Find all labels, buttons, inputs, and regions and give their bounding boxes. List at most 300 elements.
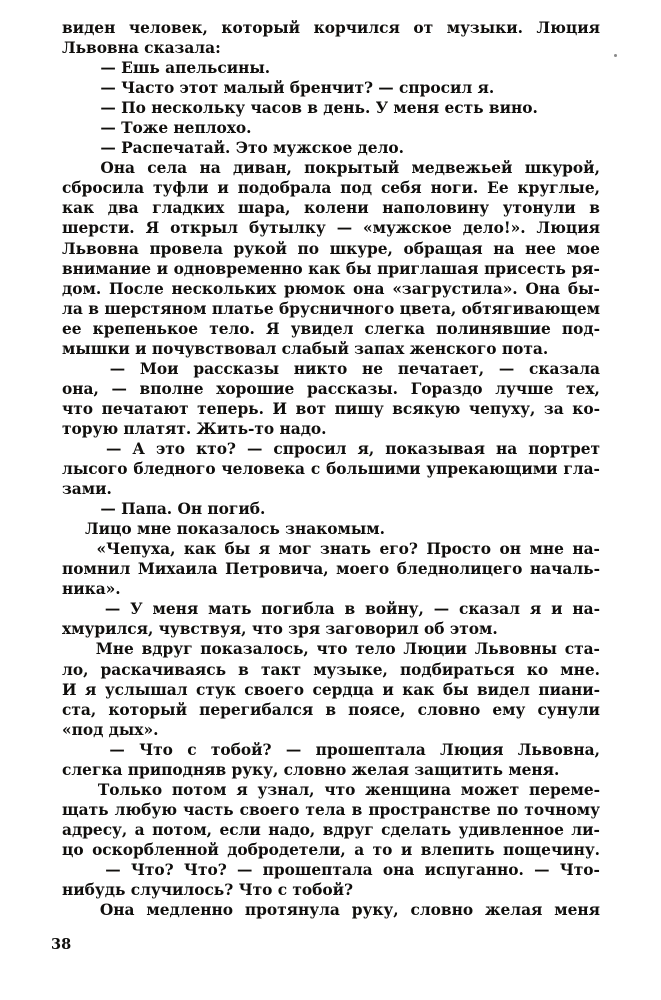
scan-speck <box>614 54 617 57</box>
text-line: Лицо мне показалось знакомым. <box>62 520 385 539</box>
word: Она <box>525 279 561 298</box>
word: рассказы <box>193 359 279 378</box>
word: После <box>109 279 164 298</box>
word: колени <box>304 199 369 218</box>
word: Львовна <box>62 239 139 258</box>
word: по <box>496 800 519 819</box>
word: протянула <box>244 901 340 920</box>
word: это <box>155 439 186 458</box>
word: ее <box>62 319 82 338</box>
word: желая <box>484 901 543 920</box>
word: добродетели, <box>227 840 346 859</box>
word: я <box>236 780 248 799</box>
text-line <box>62 599 600 619</box>
text-line: ника». <box>62 580 121 599</box>
text-line: нибудь случилось? Что с тобой? <box>62 881 354 900</box>
word: Гораздо <box>410 379 483 398</box>
word: вдруг <box>141 640 193 659</box>
word: любую <box>114 800 178 819</box>
word: рюмок <box>284 279 346 298</box>
word: подбираться <box>399 660 515 679</box>
word: знать <box>320 540 371 559</box>
word: Что <box>139 740 173 759</box>
word: чепуху, <box>468 399 536 418</box>
word: на <box>496 439 518 458</box>
word: ста, <box>62 700 97 719</box>
text-line: — Распечатай. Это мужское дело. <box>62 139 404 158</box>
word: дом. <box>62 279 102 298</box>
word: музыке, <box>313 660 388 679</box>
word: и <box>156 259 168 278</box>
word: открыл <box>170 219 238 238</box>
word: — <box>246 439 263 458</box>
word: печатает, <box>397 359 485 378</box>
word: — <box>111 379 127 398</box>
word: он <box>499 540 521 559</box>
text-line <box>62 218 600 238</box>
word: от <box>413 19 434 37</box>
word: Что? <box>130 860 174 879</box>
word: шерстяном <box>104 299 207 318</box>
word: — <box>236 860 253 879</box>
word: прошептала <box>315 740 426 759</box>
word: Львовна, <box>517 740 600 759</box>
word: в <box>238 660 249 679</box>
word: бледного <box>133 460 216 479</box>
word: корчился <box>313 19 400 37</box>
text-line: «под дых». <box>62 720 159 739</box>
word: женщина <box>365 780 451 799</box>
word: мое <box>566 239 600 258</box>
text-line <box>62 740 600 760</box>
word: крепенькое <box>92 319 199 338</box>
word: вот <box>295 399 327 418</box>
word: узнал, <box>257 780 315 799</box>
word: утонули <box>502 199 576 218</box>
word: под <box>340 179 373 198</box>
word: пощечину. <box>503 840 600 859</box>
word: погибла <box>261 600 335 619</box>
word: точному <box>524 800 600 819</box>
word: что <box>324 780 356 799</box>
word: цо <box>62 840 84 859</box>
word: мне <box>529 540 564 559</box>
word: войну, <box>365 600 424 619</box>
text-line <box>62 239 600 259</box>
word: Я <box>145 219 160 238</box>
word: полинявшие <box>436 319 551 338</box>
word: бутылку <box>248 219 326 238</box>
word: и <box>551 600 563 619</box>
word: медленно <box>146 901 234 920</box>
word: с <box>187 740 197 759</box>
word: показывая <box>385 439 485 458</box>
word: началь- <box>529 560 600 579</box>
word: тело <box>355 640 396 659</box>
line-indent <box>62 740 95 760</box>
line-indent <box>62 599 95 619</box>
word: рукой <box>233 239 287 258</box>
word: под- <box>561 319 600 338</box>
text-line: мышки и почувствовал слабый запах женского пота. <box>62 339 549 358</box>
word: помнил <box>62 560 131 579</box>
word: Она <box>99 901 135 920</box>
word: надо, <box>268 820 316 839</box>
word: как <box>62 199 95 218</box>
text-line <box>62 900 600 920</box>
word: портрет <box>528 439 600 458</box>
word: в <box>88 299 99 318</box>
word: что <box>316 640 348 659</box>
word: спросил <box>273 439 347 458</box>
word: — <box>105 860 121 879</box>
word: она <box>353 279 385 298</box>
word: пиани- <box>538 680 600 699</box>
text-line <box>62 198 600 218</box>
word: платье <box>211 299 274 318</box>
word: внимание <box>62 259 152 278</box>
word: подобрала <box>237 179 332 198</box>
word: бы <box>442 680 469 699</box>
word: ло, <box>62 660 89 679</box>
word: Она <box>100 159 135 178</box>
word: если <box>219 820 261 839</box>
word: гла- <box>563 460 600 479</box>
word: — <box>104 600 121 619</box>
word: — <box>106 439 122 458</box>
word: пишу <box>334 399 384 418</box>
text-line <box>62 319 600 339</box>
word: часть <box>183 800 234 819</box>
word: тех, <box>566 379 600 398</box>
word: я <box>85 680 97 699</box>
word: как <box>402 680 435 699</box>
word: человек, <box>128 19 208 37</box>
word: вполне <box>139 379 204 398</box>
word: стук <box>196 680 236 699</box>
word: Только <box>97 780 163 799</box>
word: гладких <box>152 199 225 218</box>
word: сбросила <box>62 179 145 198</box>
word: Ее <box>487 179 509 198</box>
word: дело!». <box>462 219 526 238</box>
word: который <box>221 19 301 37</box>
word: ему <box>492 700 526 719</box>
word: обтягивающем <box>461 299 600 318</box>
word: я, <box>357 439 375 458</box>
text-line: слегка приподняв руку, словно желая защитить меня. <box>62 760 560 779</box>
text-line <box>62 700 600 720</box>
text-line <box>62 800 600 820</box>
text-line <box>62 379 600 399</box>
word: И <box>272 399 288 418</box>
word: шара, <box>237 199 291 218</box>
word: меня <box>152 600 199 619</box>
word: в <box>351 800 363 819</box>
word: наполовину <box>382 199 490 218</box>
word: Люция <box>536 19 600 37</box>
text-line <box>62 820 600 840</box>
word: меня <box>554 901 600 920</box>
word: с <box>310 460 321 479</box>
word: рассказы. <box>307 379 398 398</box>
word: я <box>258 540 271 559</box>
page-number: 38 <box>51 936 72 953</box>
word: тобой? <box>210 740 272 759</box>
word: она <box>382 860 415 879</box>
word: «загрустила». <box>392 279 518 298</box>
word: на <box>199 159 221 178</box>
word: медвежьей <box>411 159 513 178</box>
word: вдруг <box>322 820 374 839</box>
word: как <box>183 540 217 559</box>
word: бы- <box>567 279 600 298</box>
word: У <box>130 600 143 619</box>
word: нее <box>525 239 556 258</box>
text-line: — Тоже неплохо. <box>62 119 252 138</box>
word: провела <box>149 239 223 258</box>
text-line: — Часто этот малый бренчит? — спросил я. <box>62 79 495 98</box>
word: ла <box>62 299 83 318</box>
word: своего <box>244 680 304 699</box>
word: своего <box>239 800 300 819</box>
word: сунули <box>537 700 600 719</box>
word: упрекающими <box>426 460 558 479</box>
word: и <box>382 680 394 699</box>
word: бледнолицего <box>396 560 523 579</box>
line-indent <box>62 158 88 178</box>
word: я <box>529 600 542 619</box>
word: адресу, <box>62 820 128 839</box>
word: оскорбленной <box>92 840 219 859</box>
word: — <box>498 359 515 378</box>
word: что <box>62 399 94 418</box>
word: Люция <box>536 219 600 238</box>
line-indent <box>62 780 88 800</box>
text-line: хмурился, чувствуя, что зря заговорил об этом. <box>62 620 498 639</box>
word: — <box>534 860 550 879</box>
word: мог <box>278 540 312 559</box>
word: — <box>109 359 126 378</box>
text-line <box>62 399 600 419</box>
word: нескольких <box>171 279 277 298</box>
word: лысого <box>62 460 128 479</box>
line-indent <box>62 900 88 920</box>
word: Я <box>266 319 280 338</box>
word: словно <box>417 700 481 719</box>
word: как <box>308 259 341 278</box>
word: в <box>325 700 337 719</box>
word: испуганно. <box>424 860 524 879</box>
word: туфли <box>153 179 209 198</box>
word: на- <box>572 540 600 559</box>
text-line <box>62 680 600 700</box>
word: в <box>344 600 356 619</box>
word: два <box>107 199 139 218</box>
word: Петровича, <box>225 560 329 579</box>
word: ноги. <box>430 179 479 198</box>
text-line <box>62 18 600 38</box>
word: по <box>297 239 319 258</box>
word: ко- <box>572 399 600 418</box>
text-line: — Папа. Он погиб. <box>62 500 266 519</box>
word: тело. <box>209 319 255 338</box>
text-line <box>62 158 600 178</box>
word: большими <box>326 460 421 479</box>
word: Что- <box>559 860 600 879</box>
text-line: — По нескольку часов в день. У меня есть вино. <box>62 99 538 118</box>
word: шкурой, <box>524 159 600 178</box>
word: себя <box>380 179 422 198</box>
word: теперь. <box>197 399 264 418</box>
word: виден <box>62 19 116 37</box>
word: слегка <box>364 319 425 338</box>
text-line <box>62 780 600 800</box>
text-line <box>62 359 600 379</box>
word: Михаила <box>137 560 218 579</box>
word: кто? <box>196 439 236 458</box>
word: то <box>372 840 393 859</box>
word: — <box>336 219 353 238</box>
word: перегибался <box>199 700 314 719</box>
word: который <box>108 700 187 719</box>
word: Просто <box>426 540 492 559</box>
word: услышал <box>104 680 188 699</box>
word: бы <box>224 540 251 559</box>
word: И <box>62 680 77 699</box>
word: его? <box>379 540 418 559</box>
word: села <box>147 159 188 178</box>
word: покрытый <box>304 159 400 178</box>
text-line <box>62 559 600 579</box>
text-line: зами. <box>62 480 112 499</box>
word: словно <box>410 901 474 920</box>
word: одновременно <box>173 259 303 278</box>
word: на <box>493 239 515 258</box>
word: прошептала <box>262 860 373 879</box>
word: за <box>543 399 564 418</box>
word: шерсти. <box>62 219 135 238</box>
word: обращая <box>403 239 483 258</box>
word: пространстве <box>368 800 491 819</box>
text-line <box>62 639 600 659</box>
word: приглашая <box>377 259 479 278</box>
word: шкуре, <box>329 239 393 258</box>
word: тела <box>305 800 346 819</box>
word: удивленное <box>458 820 564 839</box>
word: влепить <box>420 840 495 859</box>
word: — <box>433 600 450 619</box>
text-line <box>62 439 600 459</box>
word: хорошие <box>216 379 295 398</box>
word: никто <box>293 359 348 378</box>
word: диван, <box>232 159 292 178</box>
word: руку, <box>351 901 399 920</box>
word: музыки. <box>446 19 523 37</box>
word: может <box>460 780 520 799</box>
word: ря- <box>571 259 600 278</box>
word: бы <box>345 259 372 278</box>
word: брусничного <box>279 299 395 318</box>
text-line: — Ешь апельсины. <box>62 59 271 78</box>
word: ли- <box>571 820 600 839</box>
text-line <box>62 279 600 299</box>
text-line <box>62 178 600 198</box>
word: — <box>109 740 125 759</box>
text-line <box>62 840 600 860</box>
word: лучше <box>495 379 554 398</box>
word: и <box>400 840 413 859</box>
word: А <box>132 439 145 458</box>
text-line: торую платят. Жить-то надо. <box>62 419 327 438</box>
word: а <box>134 820 145 839</box>
text-line <box>62 860 600 880</box>
word: сказал <box>458 600 520 619</box>
word: цвета, <box>399 299 457 318</box>
word: человека <box>221 460 306 479</box>
word: и <box>217 179 229 198</box>
word: потом <box>171 780 227 799</box>
word: «Чепуха, <box>96 540 176 559</box>
page-text-block <box>62 18 600 920</box>
text-line: Львовна сказала: <box>62 39 221 58</box>
word: Мои <box>139 359 179 378</box>
word: Львовны <box>474 640 557 659</box>
line-indent <box>62 359 95 379</box>
word: показалось, <box>200 640 309 659</box>
word: она, <box>62 379 99 398</box>
word: щать <box>62 800 109 819</box>
word: не <box>362 359 384 378</box>
word: печатают <box>101 399 189 418</box>
word: Что? <box>183 860 227 879</box>
text-line <box>62 259 600 279</box>
word: ста- <box>564 640 600 659</box>
word: мне. <box>560 660 600 679</box>
word: ко <box>526 660 549 679</box>
word: Люции <box>403 640 467 659</box>
word: сказала <box>529 359 600 378</box>
word: раскачиваясь <box>100 660 227 679</box>
word: присесть <box>484 259 566 278</box>
word: а <box>354 840 365 859</box>
line-indent <box>62 439 95 459</box>
word: сердца <box>312 680 374 699</box>
text-line <box>62 299 600 319</box>
word: в <box>589 199 600 218</box>
text-line <box>62 539 600 559</box>
word: такт <box>260 660 302 679</box>
word: круглые, <box>517 179 600 198</box>
text-line <box>62 660 600 680</box>
word: видел <box>476 680 530 699</box>
word: сделать <box>381 820 452 839</box>
line-indent <box>62 860 95 880</box>
word: Люция <box>440 740 504 759</box>
text-line <box>62 459 600 479</box>
word: всякую <box>392 399 461 418</box>
line-indent <box>62 539 88 559</box>
word: мать <box>208 600 252 619</box>
word: — <box>285 740 302 759</box>
word: поясе, <box>348 700 406 719</box>
word: Мне <box>95 640 134 659</box>
word: моего <box>336 560 390 579</box>
word: переме- <box>528 780 600 799</box>
word: на- <box>572 600 600 619</box>
word: увидел <box>290 319 354 338</box>
word: потом, <box>152 820 213 839</box>
